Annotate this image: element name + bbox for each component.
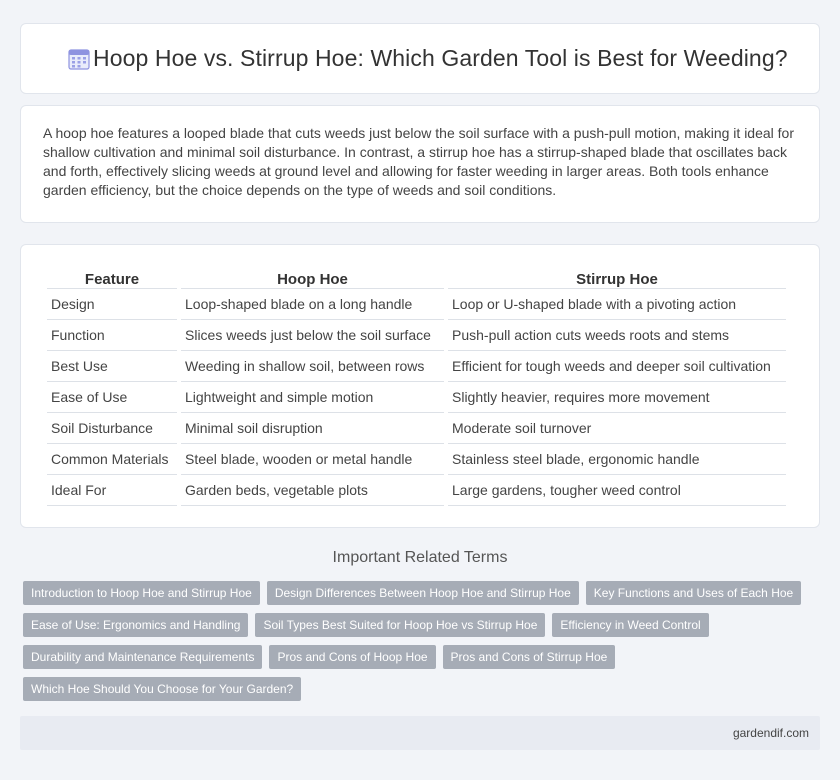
related-term-tag[interactable]: Key Functions and Uses of Each Hoe [586, 581, 801, 605]
table-cell: Ideal For [47, 475, 177, 506]
table-cell: Steel blade, wooden or metal handle [181, 444, 444, 475]
header-hoop-hoe: Hoop Hoe [181, 267, 444, 289]
table-row [47, 475, 786, 506]
table-row [47, 289, 786, 320]
table-cell: Garden beds, vegetable plots [181, 475, 444, 506]
table-cell: Push-pull action cuts weeds roots and stems [448, 320, 786, 351]
table-cell: Design [47, 289, 177, 320]
table-row [47, 444, 786, 475]
related-term-tag[interactable]: Pros and Cons of Hoop Hoe [269, 645, 435, 669]
table-cell: Efficient for tough weeds and deeper soil cultivation [448, 351, 786, 382]
related-terms-title: Important Related Terms [332, 549, 508, 566]
table-row [47, 320, 786, 351]
table-cell: Moderate soil turnover [448, 413, 786, 444]
table-cell: Soil Disturbance [47, 413, 177, 444]
related-term-tag[interactable]: Soil Types Best Suited for Hoop Hoe vs Stirrup Hoe [255, 613, 545, 637]
table-cell: Large gardens, tougher weed control [448, 475, 786, 506]
table-cell: Lightweight and simple motion [181, 382, 444, 413]
intro-card [20, 105, 820, 223]
table-cell: Stainless steel blade, ergonomic handle [448, 444, 786, 475]
table-cell: Ease of Use [47, 382, 177, 413]
related-terms-list [23, 581, 813, 701]
related-term-tag[interactable]: Design Differences Between Hoop Hoe and Stirrup Hoe [267, 581, 579, 605]
table-cell: Slices weeds just below the soil surface [181, 320, 444, 351]
comparison-card [20, 244, 820, 528]
table-cell: Loop-shaped blade on a long handle [181, 289, 444, 320]
table-cell: Weeding in shallow soil, between rows [181, 351, 444, 382]
table-row [47, 413, 786, 444]
related-term-tag[interactable]: Which Hoe Should You Choose for Your Garden? [23, 677, 301, 701]
table-cell: Loop or U-shaped blade with a pivoting action [448, 289, 786, 320]
related-term-tag[interactable]: Ease of Use: Ergonomics and Handling [23, 613, 248, 637]
table-row [47, 351, 786, 382]
header-card [20, 23, 820, 94]
page-title: Hoop Hoe vs. Stirrup Hoe: Which Garden Tool is Best for Weeding? [93, 45, 788, 71]
table-cell: Best Use [47, 351, 177, 382]
related-term-tag[interactable]: Introduction to Hoop Hoe and Stirrup Hoe [23, 581, 260, 605]
related-term-tag[interactable]: Durability and Maintenance Requirements [23, 645, 262, 669]
intro-paragraph: A hoop hoe features a looped blade that cuts weeds just below the soil surface with a push-pull motion, making it ideal for shallow cultivation and minimal soil disturbance. In contrast, a stirrup hoe has a stirrup-shaped blade that oscillates back and forth, effectively slicing weeds at ground level and allowing for faster weeding in larger areas. Both tools enhance garden efficiency, but the choice depends on the type of weeds and soil conditions. [43, 125, 795, 198]
footer [20, 716, 820, 750]
table-cell: Minimal soil disruption [181, 413, 444, 444]
table-cell: Slightly heavier, requires more movement [448, 382, 786, 413]
header-feature: Feature [47, 267, 177, 289]
header-stirrup-hoe: Stirrup Hoe [448, 267, 786, 289]
related-term-tag[interactable]: Efficiency in Weed Control [552, 613, 708, 637]
calendar-icon [67, 47, 91, 71]
table-cell: Function [47, 320, 177, 351]
comparison-table [43, 267, 790, 506]
footer-site-link[interactable]: gardendif.com [732, 726, 809, 740]
table-header-row [47, 267, 786, 289]
table-row [47, 382, 786, 413]
table-cell: Common Materials [47, 444, 177, 475]
related-term-tag[interactable]: Pros and Cons of Stirrup Hoe [443, 645, 616, 669]
